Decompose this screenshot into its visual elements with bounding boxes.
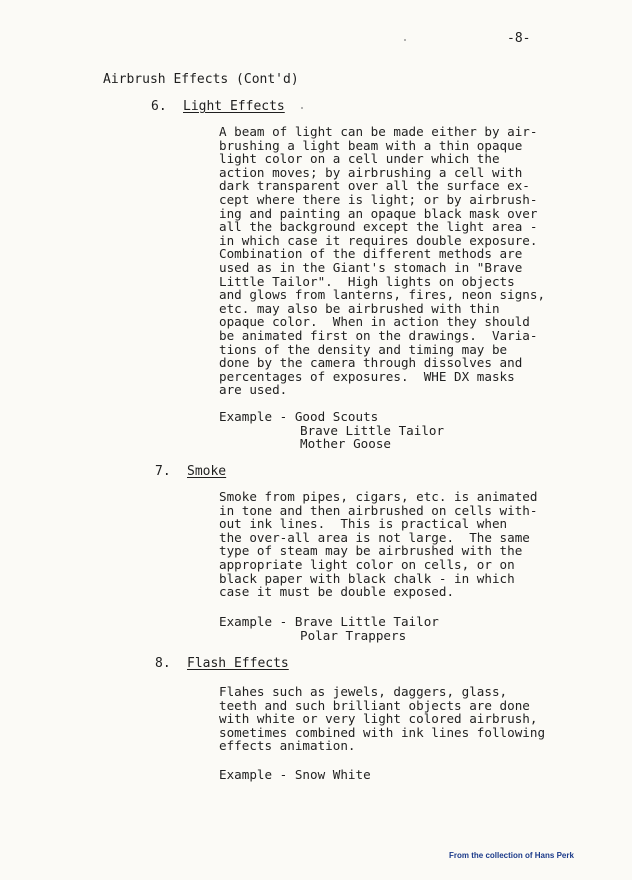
body-line: Combination of the different methods are [219,246,523,262]
body-line: ing and painting an opaque black mask over [219,205,538,221]
body-line: percentages of exposures. WHE DX masks [219,368,515,384]
example-item: Brave Little Tailor [294,614,439,629]
example-label: Example - [219,767,295,782]
body-line: etc. may also be airbrushed with thin [219,300,500,316]
body-line: used as in the Giant's stomach in "Brave [219,259,523,275]
body-line: type of steam may be airbrushed with the [219,543,523,559]
body-line: tions of the density and timing may be [219,341,508,357]
body-line: teeth and such brilliant objects are done [219,697,530,713]
body-line: brushing a light beam with a thin opaque [219,137,523,153]
body-line: be animated first on the drawings. Varia- [219,327,538,343]
body-line: out ink lines. This is practical when [219,516,508,532]
example-item: Snow White [294,767,371,782]
body-line: dark transparent over all the surface ex- [219,178,530,194]
section-body [219,490,579,599]
body-line: appropriate light color on cells, or on [219,556,515,572]
scan-speck [301,107,303,109]
example-block [219,615,439,642]
body-line: effects animation. [219,738,356,754]
body-line: black paper with black chalk - in which [219,570,515,586]
body-line: case it must be double exposed. [219,584,455,600]
example-item: Mother Goose [300,436,391,451]
collection-credit: From the collection of Hans Perk [449,851,574,860]
body-line: sometimes combined with ink lines following [219,724,546,740]
example-block [219,768,371,782]
body-line: the over-all area is not large. The same [219,529,530,545]
body-line: with white or very light colored airbrush, [219,711,538,727]
section-number: 6. [151,99,167,114]
body-line: Flahes such as jewels, daggers, glass, [219,684,508,699]
body-line: are used. [219,382,288,398]
section-number: 7. [155,464,171,479]
section-body [219,685,579,753]
body-line: light color on a cell under which the [219,151,500,167]
section-title: Flash Effects [187,656,289,671]
page-number: -8- [507,31,531,46]
body-line: action moves; by airbrushing a cell with [219,164,523,180]
body-line: all the background except the light area - [219,219,538,235]
body-line: done by the camera through dissolves and [219,355,523,371]
body-line: Smoke from pipes, cigars, etc. is animated [219,489,538,504]
body-line: in tone and then airbrushed on cells with- [219,502,538,518]
example-label: Example - [219,409,295,424]
body-line: cept where there is light; or by airbrush- [219,191,538,207]
section-title: Light Effects [183,99,285,114]
scan-speck [404,39,406,41]
example-label: Example - [219,614,295,629]
body-line: in which case it requires double exposure. [219,232,538,248]
section-number: 8. [155,656,171,671]
section-body [219,125,579,397]
page-header: Airbrush Effects (Cont'd) [103,72,299,87]
body-line: Little Tailor". High lights on objects [219,273,515,289]
example-item: Polar Trappers [300,627,407,643]
body-line: and glows from lanterns, fires, neon signs, [219,287,546,303]
section-title: Smoke [187,464,227,479]
example-item: Good Scouts [294,409,379,424]
body-line: A beam of light can be made either by air- [219,124,538,139]
example-block [219,410,444,451]
example-item: Brave Little Tailor [300,422,445,438]
body-line: opaque color. When in action they should [219,314,530,330]
